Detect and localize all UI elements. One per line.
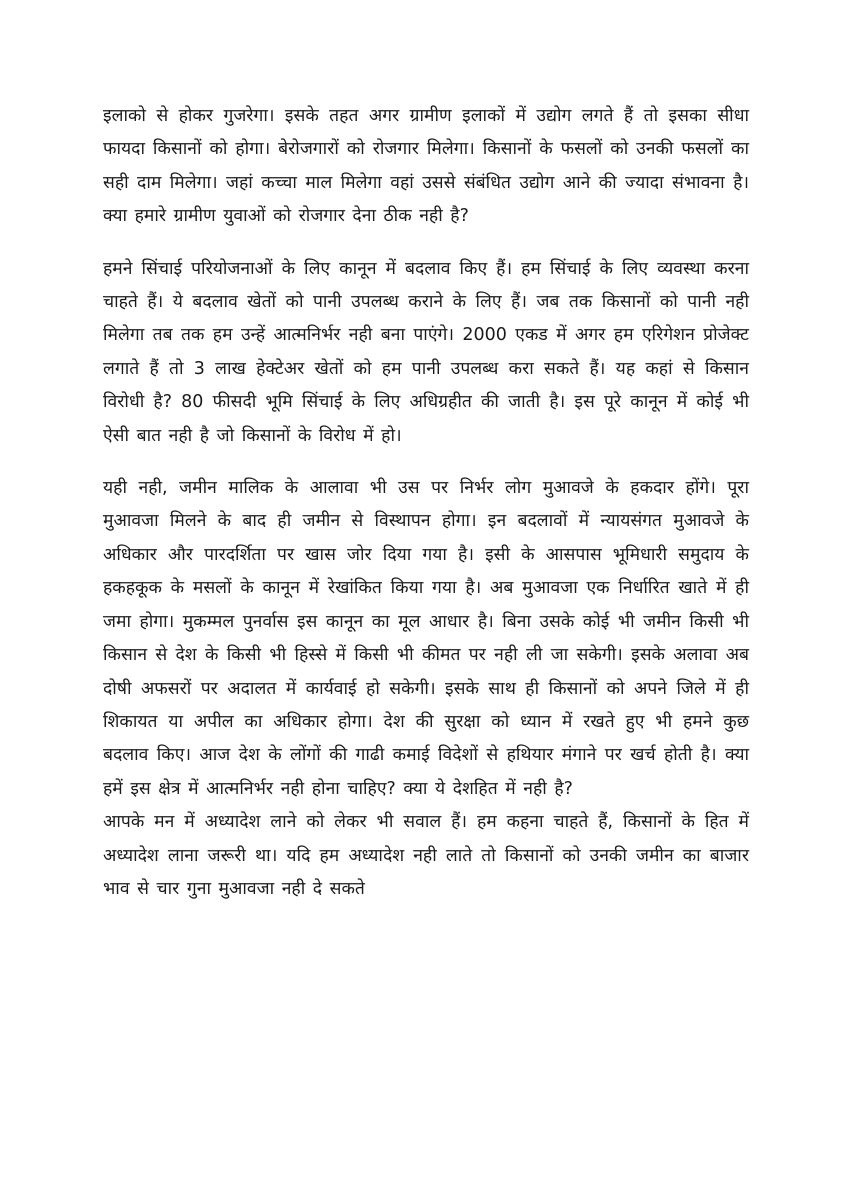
paragraph-1: इलाको से होकर गुजरेगा। इसके तहत अगर ग्रामीण इलाकों में उद्योग लगते हैं तो इसका सीधा फायदा किसानों को होगा। बेरोजगारों को रोजगार मिलेगा। किसानों के फसलों को उनकी फसलों का सही दाम मिलेगा। जहां कच्चा माल मिलेगा वहां उससे संबंधित उद्योग आने की ज्यादा संभावना है। क्या हमारे ग्रामीण युवाओं को रोजगार देना ठीक नही है? (103, 106, 749, 227)
paragraph-3: यही नही, जमीन मालिक के आलावा भी उस पर निर्भर लोग मुआवजे के हकदार होंगे। पूरा मुआवजा मिलने के बाद ही जमीन से विस्थापन होगा। इन बदलावों में न्यायसंगत मुआवजे के अधिकार और पारदर्शिता पर खास जोर दिया गया है। इसी के आसपास भूमिधारी समुदाय के हकहकूक के मसलों के कानून में रेखांकित किया गया है। अब मुआवजा एक निर्धारित खाते में ही जमा होगा। मुकम्मल पुनर्वास इस कानून का मूल आधार है। बिना उसके कोई भी जमीन किसी भी किसान से देश के किसी भी हिस्से में किसी भी कीमत पर नही ली जा सकेगी। इसके अलावा अब दोषी अफसरों पर अदालत में कार्यवाई हो सकेगी। इसके साथ ही किसानों को अपने जिले में ही शिकायत या अपील का अधिकार होगा। देश की सुरक्षा को ध्यान में रखते हुए भी हमने कुछ बदलाव किए। आज देश के लोंगों की गाढी कमाई विदेशों से हथियार मंगाने पर खर्च होती है। क्या हमें इस क्षेत्र में आत्मनिर्भर नही होना चाहिए? क्या ये देशहित में नही है? (103, 478, 749, 799)
paragraph-4: आपके मन में अध्यादेश लाने को लेकर भी सवाल हैं। हम कहना चाहते हैं, किसानों के हित में अध्यादेश लाना जरूरी था। यदि हम अध्यादेश नही लाते तो किसानों को उनकी जमीन का बाजार भाव से चार गुना मुआवजा नही दे सकते (103, 812, 749, 899)
paragraph-2: हमने सिंचाई परियोजनाओं के लिए कानून में बदलाव किए हैं। हम सिंचाई के लिए व्यवस्था करना चाहते हैं। ये बदलाव खेतों को पानी उपलब्ध कराने के लिए हैं। जब तक किसानों को पानी नही मिलेगा तब तक हम उन्हें आत्मनिर्भर नही बना पाएंगे। 2000 एकड में अगर हम एरिगेशन प्रोजेक्ट लगाते हैं तो 3 लाख हेक्टेअर खेतों को हम पानी उपलब्ध करा सकते हैं। यह कहां से किसान विरोधी है? 80 फीसदी भूमि सिंचाई के लिए अधिग्रहीत की जाती है। इस पूरे कानून में कोई भी ऐसी बात नही है जो किसानों के विरोध में हो। (103, 258, 749, 446)
body-text (103, 100, 749, 906)
